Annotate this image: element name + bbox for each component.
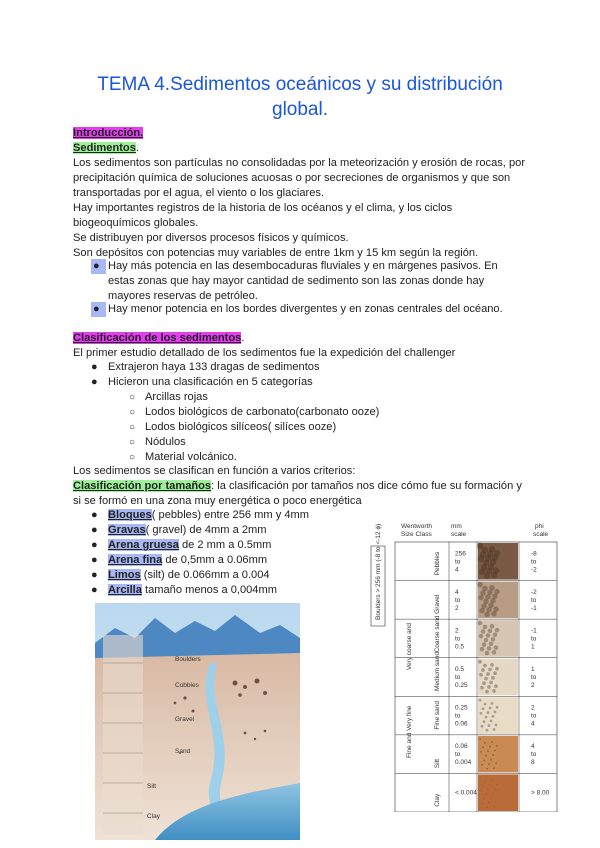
sub-list-item: Lodos biológicos silíceos( silíces ooze) (145, 421, 337, 433)
intro-heading: Introducción. (73, 127, 144, 139)
size-desc: de 0,5mm a 0.06mm (162, 554, 268, 566)
mm-value: 4 (455, 588, 459, 596)
size-name: Gravas (108, 524, 146, 536)
header-class-sub: Size Class (401, 531, 432, 538)
grain-dot (489, 681, 493, 685)
grain-dot (484, 638, 489, 643)
header-class: Wentworth (401, 523, 432, 530)
mm-value: 2 (455, 604, 459, 612)
grain-dot (489, 746, 491, 748)
phi-value: > 8.00 (531, 789, 550, 797)
grain-dot (490, 759, 492, 761)
grain-dot (484, 742, 486, 744)
grain-dot (492, 780, 493, 781)
mm-value: 0.25 (455, 682, 468, 689)
grain-dot (479, 673, 483, 677)
grain-dot (495, 789, 496, 790)
phi-value: to (531, 558, 537, 566)
grain-dot (482, 746, 484, 748)
mm-value: 2 (455, 627, 459, 635)
boulders-label: Boulders > 256 mm (-8 to <-12 ϕ) (375, 523, 382, 620)
bullet-dot: ● (91, 361, 98, 373)
size-classification-label: Clasificación por tamaños (73, 480, 212, 492)
bullet-dot: ● (91, 554, 98, 566)
grain-dot (495, 628, 500, 633)
mm-value: to (455, 712, 461, 720)
classification-heading-line (73, 331, 244, 346)
grain-dot (479, 634, 484, 639)
group-label: Fine and Very fine (406, 705, 413, 758)
grain-dot (489, 642, 494, 647)
list-item: Hicieron una clasificación en 5 categorías (108, 376, 313, 388)
mm-value: 0.06 (455, 720, 468, 728)
grain-dot (494, 749, 496, 751)
phi-value: 2 (531, 704, 535, 712)
header-phi: phi (535, 523, 544, 530)
group-label: Very coarse and (406, 623, 413, 670)
grain-dot (486, 633, 491, 638)
grain-dot (487, 646, 492, 651)
grain-dot (481, 629, 486, 634)
figure-label: Cobbles (175, 682, 199, 689)
phi-value: -2 (531, 566, 537, 574)
sub-list-item: Arcillas rojas (145, 391, 208, 403)
size-class-label: Coarse sand (434, 615, 441, 653)
grain-dot (481, 668, 485, 672)
paragraph-line: Hay importantes registros de la historia de los océanos y el clima, y los ciclos (73, 202, 453, 214)
grain-dot (496, 706, 499, 709)
paragraph-line: precipitación química de soluciones acuosas o por secreciones de organismos y que son (73, 172, 511, 184)
sub-bullet: ○ (129, 422, 136, 433)
grain-dot (478, 660, 482, 664)
size-desc: ( gravel) de 4mm a 2mm (145, 524, 267, 536)
grain-dot (488, 629, 493, 634)
grain-dot (481, 725, 484, 728)
mm-value: to (455, 635, 461, 643)
grain-dot (485, 755, 487, 757)
grain-dot (493, 606, 499, 612)
grain-dot (488, 724, 491, 727)
grain-dot (494, 806, 495, 807)
paragraph-line: Son depósitos con potencias muy variables de entre 1km y 15 km según la región. (73, 247, 479, 259)
size-item (108, 583, 277, 598)
wentworth-size-table (367, 520, 559, 812)
mm-value: to (455, 596, 461, 604)
phi-value: -1 (531, 627, 537, 635)
grain-dot (482, 681, 486, 685)
grain-dot (480, 712, 483, 715)
grain-dot (494, 645, 499, 650)
grain-scale-column (103, 635, 143, 835)
grain-dot (487, 685, 491, 689)
size-classification-text: : la clasificación por tamaños nos dice cómo fue su formación y (211, 480, 522, 492)
grain-dot (480, 777, 481, 778)
header-mm: mm (451, 523, 462, 530)
grain-dot (487, 750, 489, 752)
grain-dot (496, 802, 497, 803)
phi-value: to (531, 596, 537, 604)
grain-dot (492, 754, 494, 756)
mm-value: 0.06 (455, 743, 468, 751)
grain-dot (484, 798, 485, 799)
grain-dot (488, 668, 492, 672)
grain-dot (483, 720, 486, 723)
grain-dot (483, 785, 484, 786)
grain-dot (481, 790, 482, 791)
header-mm-sub: scale (451, 531, 467, 538)
classification-heading: Clasificación de los sedimentos (73, 332, 242, 344)
size-desc: tamaño menos a 0,004mm (141, 584, 277, 596)
grain-dot (484, 677, 488, 681)
figure-label: Sand (175, 748, 191, 755)
size-class-label: Pebbles (434, 551, 441, 576)
grain-dot (486, 768, 488, 770)
size-classification-line (73, 479, 522, 494)
phi-value: 4 (531, 743, 535, 751)
grain-dot (489, 802, 490, 803)
grain-dot (489, 585, 495, 591)
grain-dot (487, 807, 488, 808)
sub-bullet: ○ (129, 407, 136, 418)
heading-dot: . (135, 142, 139, 154)
grain-dot (493, 728, 496, 731)
grain-dot (478, 621, 483, 626)
title-line-2: global. (272, 99, 328, 120)
phi-value: -8 (531, 550, 537, 558)
sedimentos-heading: Sedimentos (73, 142, 136, 154)
grain-dot (493, 767, 495, 769)
grain-dot (496, 745, 498, 747)
size-name: Arena gruesa (108, 539, 179, 551)
list-item: Hay menor potencia en los bordes divergentes y en zonas centrales del océano. (108, 303, 503, 315)
paragraph-line: biogeoquímicos globales. (73, 217, 199, 229)
bullet-dot: ● (91, 569, 98, 581)
title-line-1: TEMA 4.Sedimentos oceánicos y su distribución (97, 74, 503, 95)
size-class-label: Fine sand (434, 701, 441, 730)
phi-value: to (531, 712, 537, 720)
bullet-dot: ● (91, 302, 106, 317)
heading-dot: . (241, 332, 245, 344)
phi-value: 2 (531, 682, 535, 689)
grain-dot (490, 624, 495, 629)
mm-value: 4 (455, 566, 459, 574)
size-name: Limos (108, 569, 141, 581)
grain-dot (482, 642, 487, 647)
sub-list-item: Lodos biológicos de carbonato(carbonato ooze) (145, 406, 380, 418)
mm-value: < 0.004 (455, 789, 477, 797)
figure-label: Silt (147, 783, 157, 790)
grain-dot (482, 803, 483, 804)
mm-value: to (455, 558, 461, 566)
phi-value: to (531, 751, 537, 759)
phi-value: 1 (531, 666, 535, 673)
grain-dot (491, 741, 493, 743)
bullet-dot: ● (91, 524, 98, 536)
grain-dot (482, 707, 485, 710)
grain-dot (488, 789, 489, 790)
figure-label: Gravel (175, 716, 195, 723)
mm-value: to (455, 751, 461, 759)
grain-dot (483, 625, 488, 630)
sedimentos-heading-line (73, 141, 139, 156)
grain-dot (491, 702, 494, 705)
phi-value: -1 (531, 604, 537, 612)
header-phi-sub: scale (533, 531, 549, 538)
mm-value: 0.004 (455, 759, 472, 767)
grain-dot (492, 689, 496, 693)
mm-value: 256 (455, 550, 466, 558)
paragraph-line: Se distribuyen por diversos procesos físicos y químicos. (73, 232, 349, 244)
size-item (108, 538, 271, 553)
size-desc: de 2 mm a 0.5mm (178, 539, 272, 551)
bullet-dot: ● (91, 584, 98, 596)
list-item: Extrajeron haya 133 dragas de sedimentos (108, 361, 320, 373)
page-title (60, 72, 540, 122)
phi-value: -2 (531, 588, 537, 596)
paragraph-line: El primer estudio detallado de los sedimentos fue la expedición del challenger (73, 347, 456, 359)
size-item (108, 568, 270, 583)
grain-sample-swatch (478, 774, 518, 811)
grain-sample-swatch (478, 736, 518, 773)
grain-dot (486, 729, 489, 732)
grain-dot (495, 723, 498, 726)
size-class-label: Medium sand (434, 651, 441, 691)
grain-sample-swatch (478, 697, 518, 734)
list-item: mayores reservas de petróleo. (108, 290, 258, 302)
phi-value: to (531, 674, 537, 681)
grain-dot (481, 764, 483, 766)
mm-value: 0.25 (455, 704, 468, 712)
size-desc: (silt) de 0.066mm a 0.004 (140, 569, 270, 581)
mm-value: to (455, 674, 461, 681)
grain-dot (483, 759, 485, 761)
grain-dot (493, 793, 494, 794)
paragraph-line: Los sedimentos son partículas no consolidadas por la meteorización y erosión de rocas, por (73, 157, 526, 169)
grain-dot (490, 720, 493, 723)
phi-value: 8 (531, 759, 535, 767)
grain-dot (488, 763, 490, 765)
phi-value: to (531, 635, 537, 643)
sediment-landscape-figure (95, 603, 300, 840)
grain-dot (493, 632, 498, 637)
grain-dot (486, 672, 490, 676)
phi-value: 4 (531, 720, 535, 728)
grain-dot (487, 711, 490, 714)
size-class-label: Clay (434, 793, 441, 807)
grain-dot (484, 703, 487, 706)
grain-dot (497, 784, 498, 785)
grain-dot (479, 738, 481, 740)
bullet-dot: ● (91, 259, 106, 274)
list-item: Hay más potencia en las desembocaduras fluviales y en márgenes pasivos. En (108, 260, 498, 272)
size-class-label: Silt (434, 759, 441, 769)
grain-dot (485, 716, 488, 719)
size-item (108, 508, 309, 523)
grain-dot (490, 663, 494, 667)
phi-value: 1 (531, 643, 535, 651)
grain-dot (480, 686, 484, 690)
size-name: Arena fina (108, 554, 163, 566)
sub-bullet: ○ (129, 392, 136, 403)
grain-dot (490, 785, 491, 786)
sub-list-item: Material volcánico. (145, 451, 237, 463)
sub-list-item: Nódulos (145, 436, 186, 448)
grain-dot (493, 567, 499, 573)
grain-dot (477, 582, 483, 588)
grain-dot (480, 751, 482, 753)
grain-dot (494, 710, 497, 713)
grain-dot (485, 690, 489, 694)
intro-heading-line (73, 126, 143, 141)
size-item (108, 553, 267, 568)
grain-dot (493, 671, 497, 675)
grain-dot (485, 651, 490, 656)
figure-label: Clay (147, 813, 161, 820)
bullet-dot: ● (91, 509, 98, 521)
grain-dot (495, 762, 497, 764)
grain-dot (492, 650, 497, 655)
mm-value: 0.5 (455, 643, 465, 651)
size-desc: ( pebbles) entre 256 mm y 4mm (151, 509, 309, 521)
paragraph-line: transportadas por el agua, el viento o los glaciares. (73, 187, 324, 199)
table-rows (395, 543, 557, 811)
bullet-dot: ● (91, 376, 98, 388)
grain-dot (486, 794, 487, 795)
grain-dot (483, 664, 487, 668)
figure-label: Boulders (175, 656, 201, 663)
grain-dot (489, 707, 492, 710)
sub-bullet: ○ (129, 437, 136, 448)
grain-dot (492, 715, 495, 718)
grain-dot (491, 676, 495, 680)
size-name: Arcilla (108, 584, 142, 596)
grain-dot (494, 684, 498, 688)
size-item (108, 523, 266, 538)
grain-dot (482, 586, 488, 592)
grain-dot (480, 647, 485, 652)
size-class-label: Gravel (434, 594, 441, 614)
grain-dot (491, 798, 492, 799)
grain-dot (495, 667, 499, 671)
grain-dot (491, 637, 496, 642)
mm-value: 0.5 (455, 666, 465, 673)
bullet-dot: ● (91, 539, 98, 551)
paragraph-line: Los sedimentos se clasifican en función a varios criterios: (73, 465, 356, 477)
grain-dot (479, 699, 482, 702)
size-name: Bloques (108, 509, 152, 521)
grain-dot (485, 781, 486, 782)
paragraph-line: si se formó en una zona muy energética o poco energética (73, 495, 362, 507)
grain-dot (494, 589, 500, 595)
list-item: estas zonas que hay mayor cantidad de sedimento son las zonas donde hay (108, 275, 485, 287)
grain-dot (494, 550, 500, 556)
sub-bullet: ○ (129, 452, 136, 463)
